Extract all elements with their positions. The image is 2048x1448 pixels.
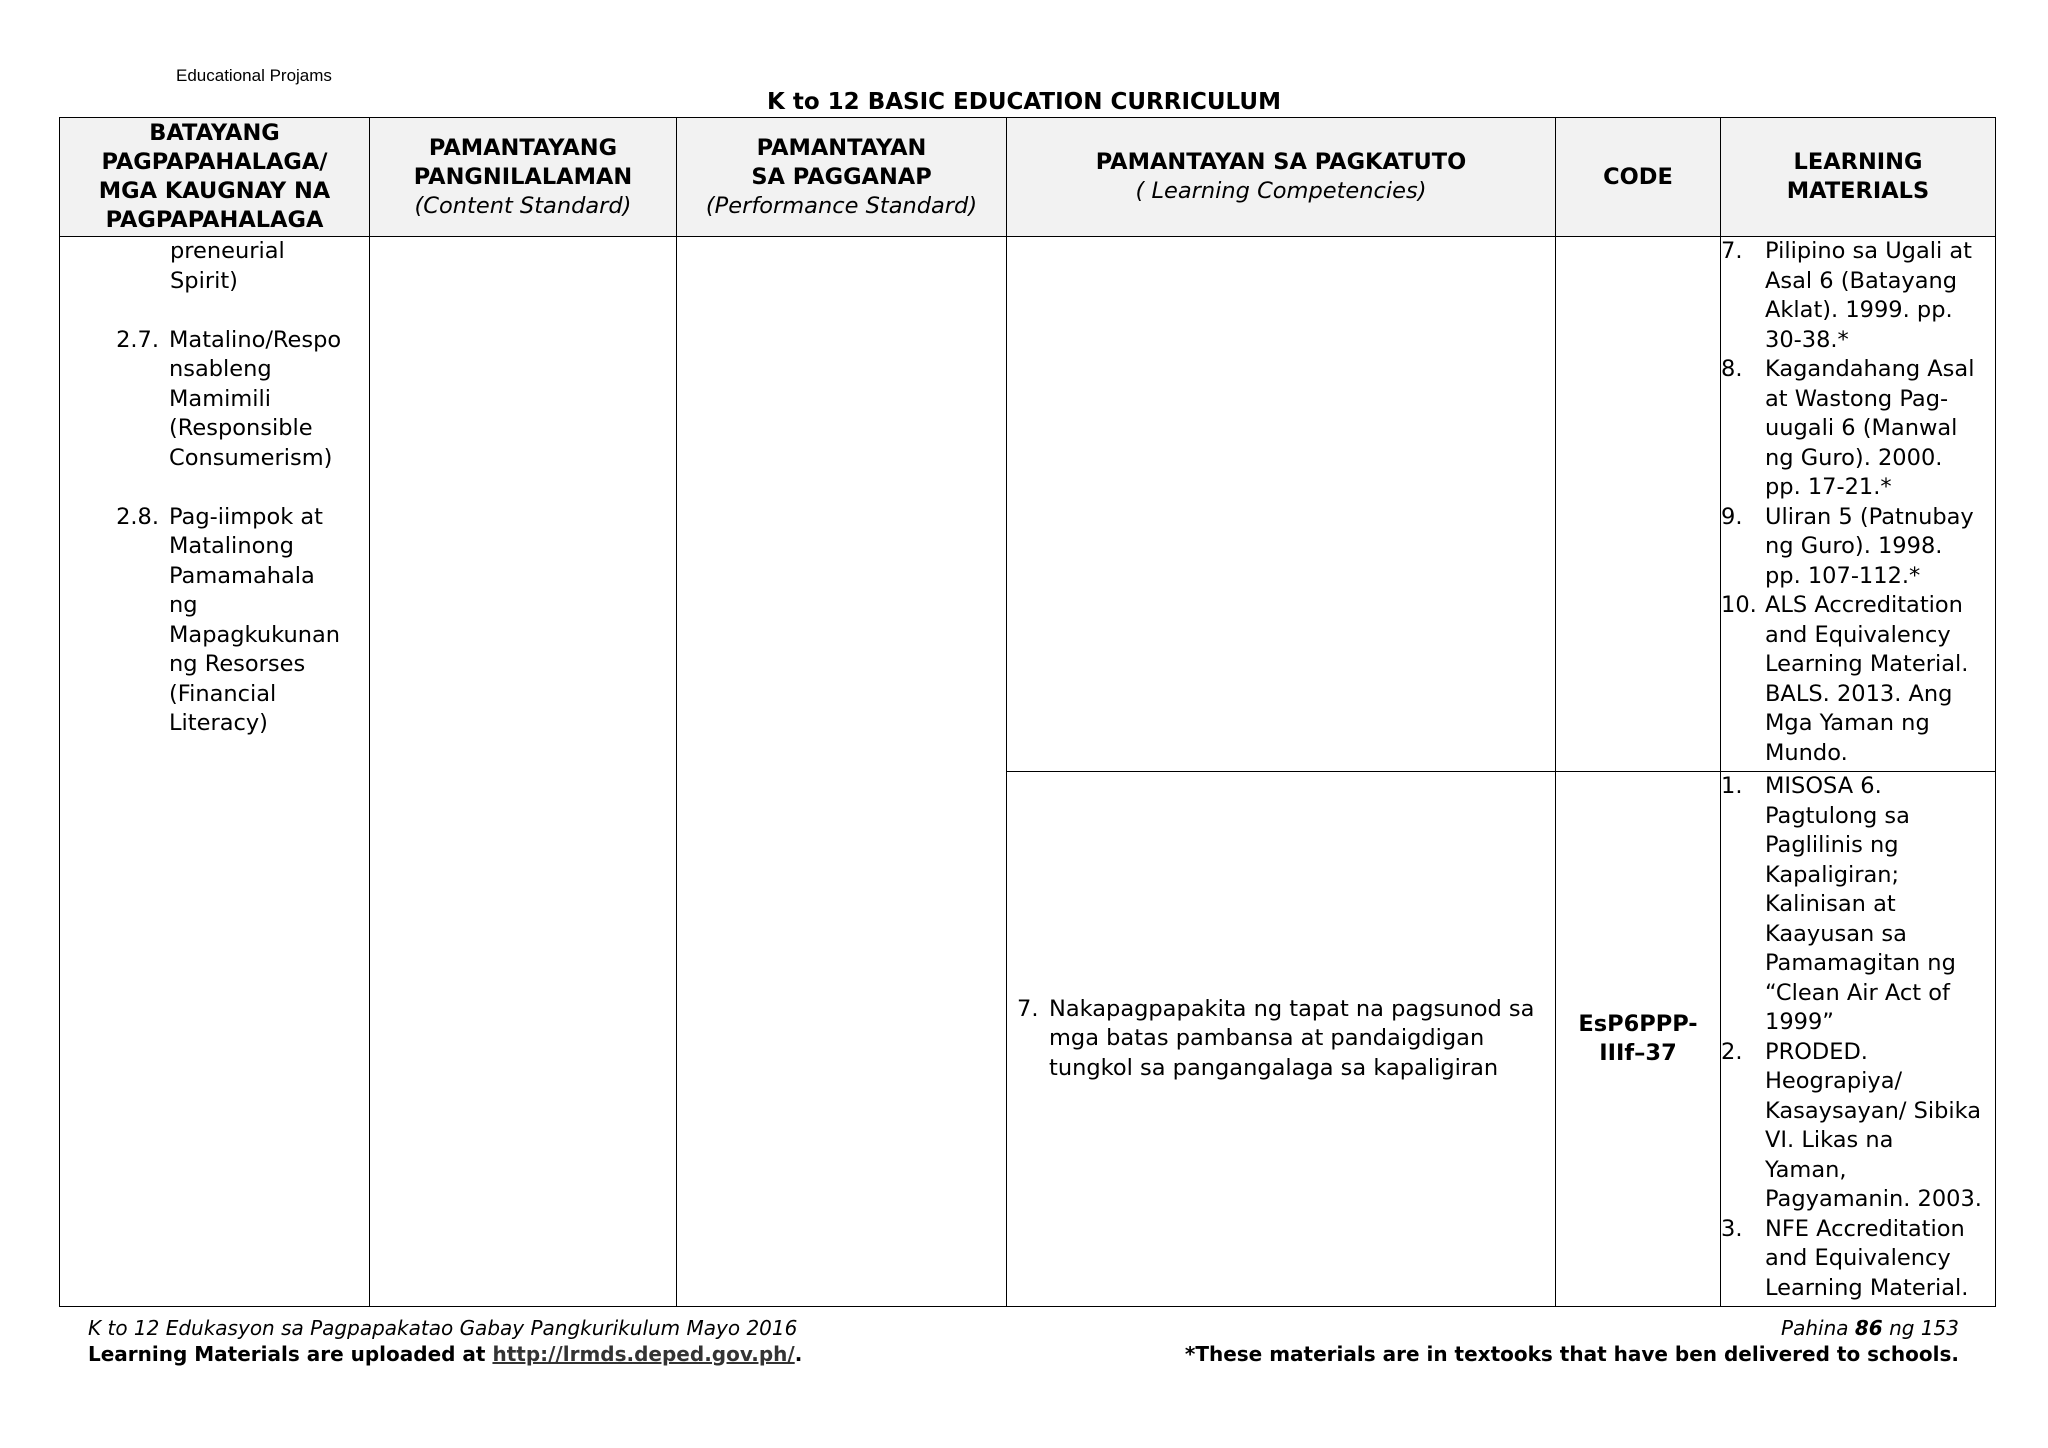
text-line: Mapagkukunan: [169, 621, 341, 648]
material-text: [1765, 591, 1995, 768]
text-line: Kaayusan sa: [1765, 920, 1907, 947]
page-suffix: ng 153: [1882, 1316, 1959, 1340]
footer-upload-note: [88, 1342, 802, 1366]
text-line: Uliran 5 (Patnubay: [1765, 503, 1974, 530]
header-core-values: [60, 118, 370, 237]
competency-cell: [1007, 772, 1556, 1307]
material-text: [1765, 355, 1995, 503]
text-line: uugali 6 (Manwal: [1765, 415, 1958, 441]
header-code: [1556, 118, 1721, 237]
text-line: MISOSA 6.: [1765, 773, 1882, 799]
material-text: [1765, 1215, 1995, 1304]
table-row: [60, 237, 1996, 772]
header-line: LEARNING: [1793, 149, 1923, 175]
text-line: mga batas pambansa at pandaigdigan: [1049, 1025, 1485, 1052]
text-line: Mundo.: [1765, 739, 1848, 766]
material-item: [1721, 1038, 1995, 1215]
document-title: K to 12 BASIC EDUCATION CURRICULUM: [767, 89, 1281, 115]
material-number: 10.: [1721, 592, 1757, 618]
learning-materials-cell: [1721, 237, 1996, 772]
text-line: Pamamahala: [169, 562, 315, 589]
text-line: Paglilinis ng: [1765, 832, 1899, 858]
material-number: 7.: [1721, 238, 1743, 264]
text-line: Mga Yaman ng: [1765, 710, 1930, 736]
header-line: MATERIALS: [1786, 178, 1930, 204]
text-line: and Equivalency: [1765, 621, 1951, 648]
text-line: Kapaligiran;: [1765, 861, 1900, 888]
continuation-text: [60, 237, 369, 296]
header-line: PAMANTAYANG: [428, 134, 618, 161]
text-line: PRODED.: [1765, 1038, 1868, 1065]
text-line: Aklat). 1999. pp.: [1765, 297, 1953, 323]
material-text: [1765, 237, 1995, 355]
text-line: 1999”: [1765, 1009, 1834, 1035]
text-line: Consumerism): [169, 444, 333, 471]
footer-guide-title: K to 12 Edukasyon sa Pagpapakatao Gabay Pangkurikulum Mayo 2016: [88, 1316, 798, 1340]
list-text: [169, 503, 369, 739]
text-line: Pagyamanin. 2003.: [1765, 1186, 1982, 1212]
list-number: 2.7.: [116, 326, 159, 353]
material-item: [1721, 772, 1995, 1038]
list-text: [169, 326, 369, 474]
material-item: [1721, 237, 1995, 355]
header-subtitle: (Content Standard): [414, 192, 632, 219]
header-content-standard: [370, 118, 677, 237]
list-item: [60, 503, 369, 739]
material-number: 1.: [1721, 773, 1743, 799]
header-line: PAGPAPAHALAGA: [105, 207, 324, 233]
material-number: 8.: [1721, 356, 1743, 382]
text-line: Pagtulong sa: [1765, 802, 1910, 829]
header-line: CODE: [1603, 163, 1673, 190]
text-line: Matalino/Respo: [169, 326, 342, 353]
material-text: [1765, 772, 1995, 1038]
text-line: Pilipino sa Ugali at: [1765, 238, 1973, 264]
text-line: and Equivalency: [1765, 1245, 1951, 1271]
text-line: Yaman,: [1765, 1156, 1847, 1183]
header-learning-materials: [1721, 118, 1996, 237]
core-values-cell: [60, 237, 370, 1307]
list-number: 2.8.: [116, 503, 159, 530]
text-line: tungkol sa pangangalaga sa kapaligiran: [1049, 1054, 1499, 1081]
material-number: 9.: [1721, 503, 1743, 530]
text-line: Literacy): [169, 710, 268, 736]
text-line: (Financial: [169, 680, 277, 707]
footer-materials-note: *These materials are in textooks that have ben delivered to schools.: [1184, 1342, 1959, 1366]
text-line: ALS Accreditation: [1765, 592, 1963, 618]
text-line: “Clean Air Act of: [1765, 979, 1950, 1006]
text-line: Learning Material.: [1765, 1274, 1969, 1301]
text-line: ng Guro). 1998.: [1765, 533, 1943, 559]
header-performance-standard: [677, 118, 1007, 237]
text-line: Learning Material.: [1765, 651, 1969, 677]
text-line: Matalinong: [169, 533, 294, 559]
material-number: 2.: [1721, 1038, 1743, 1065]
competency-text: [1049, 995, 1534, 1084]
header-subtitle: ( Learning Competencies): [1135, 178, 1427, 204]
header-line: SA PAGGANAP: [751, 163, 932, 190]
page-prefix: Pahina: [1781, 1316, 1855, 1340]
text-line: ng Guro). 2000.: [1765, 444, 1943, 471]
header-learning-competencies: [1007, 118, 1556, 237]
curriculum-table: [59, 117, 1996, 1307]
text-line: pp. 107-112.*: [1765, 562, 1921, 589]
text-line: Mamimili: [169, 385, 272, 412]
header-subtitle: (Performance Standard): [705, 192, 978, 219]
text-line: BALS. 2013. Ang: [1765, 680, 1953, 707]
table-header-row: [60, 118, 1996, 237]
header-line: MGA KAUGNAY NA: [98, 178, 331, 204]
header-line: BATAYANG: [149, 120, 280, 146]
text-line: VI. Likas na: [1765, 1127, 1894, 1153]
header-line: PAMANTAYAN: [756, 134, 927, 161]
text-line: Asal 6 (Batayang: [1765, 267, 1958, 294]
text-line: Pamamagitan ng: [1765, 950, 1956, 976]
text-line: Kasaysayan/ Sibika: [1765, 1097, 1982, 1124]
text-line: Nakapagpapakita ng tapat na pagsunod sa: [1049, 995, 1535, 1022]
material-item: [1721, 591, 1995, 768]
competency-item: [1007, 995, 1555, 1084]
lrmds-link[interactable]: http://lrmds.deped.gov.ph/: [492, 1342, 795, 1366]
material-item: [1721, 503, 1995, 592]
footer-upload-suffix: .: [794, 1342, 803, 1366]
code-cell: [1556, 772, 1721, 1307]
text-line: NFE Accreditation: [1765, 1215, 1965, 1242]
material-text: [1765, 503, 1995, 592]
text-line: preneurial: [170, 238, 285, 264]
footer-upload-prefix: Learning Materials are uploaded at: [88, 1342, 493, 1366]
header-line: PANGNILALAMAN: [413, 163, 633, 190]
page-number-footer: [1781, 1316, 1959, 1340]
page-number: 86: [1854, 1316, 1883, 1340]
competency-cell: [1007, 237, 1556, 772]
text-line: Kalinisan at: [1765, 891, 1896, 917]
text-line: nsableng: [169, 356, 272, 382]
performance-standard-cell: [677, 237, 1007, 1307]
text-line: Spirit): [170, 267, 238, 294]
material-number: 3.: [1721, 1215, 1743, 1242]
text-line: (Responsible: [169, 415, 313, 441]
text-line: 30-38.*: [1765, 326, 1849, 353]
competency-number: 7.: [1017, 995, 1039, 1022]
learning-materials-cell: [1721, 772, 1996, 1307]
text-line: pp. 17-21.*: [1765, 474, 1892, 500]
material-text: [1765, 1038, 1995, 1215]
text-line: ng Resorses: [169, 651, 306, 677]
text-line: Kagandahang Asal: [1765, 356, 1975, 382]
text-line: Heograpiya/: [1765, 1068, 1903, 1094]
watermark-text: Educational Projams: [176, 66, 332, 85]
text-line: Pag-iimpok at: [169, 503, 324, 530]
list-item: [60, 326, 369, 474]
header-line: PAGPAPAHALAGA/: [101, 149, 328, 175]
material-item: [1721, 1215, 1995, 1304]
code-line: IIIf–37: [1599, 1040, 1677, 1066]
text-line: at Wastong Pag-: [1765, 385, 1949, 412]
text-line: ng: [169, 592, 198, 618]
content-standard-cell: [370, 237, 677, 1307]
code-line: EsP6PPP-: [1578, 1010, 1698, 1037]
code-cell: [1556, 237, 1721, 772]
material-item: [1721, 355, 1995, 503]
header-line: PAMANTAYAN SA PAGKATUTO: [1095, 149, 1467, 175]
